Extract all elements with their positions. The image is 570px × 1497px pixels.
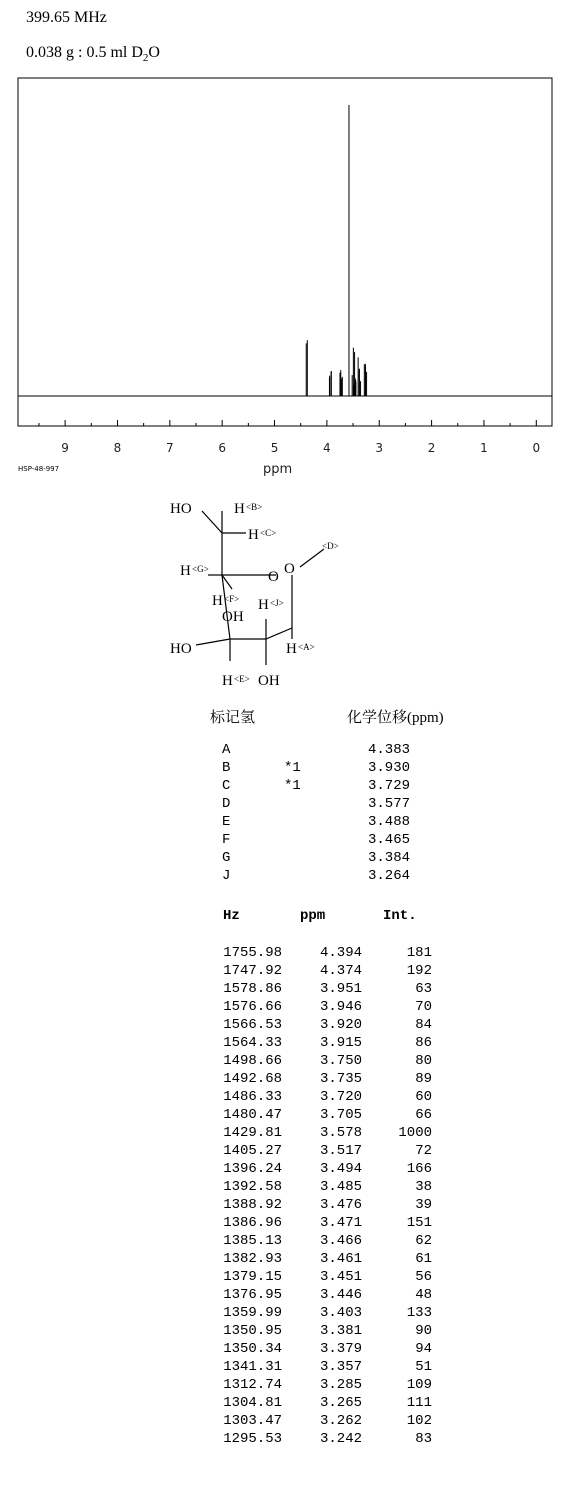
assignment-row	[222, 777, 452, 795]
peak-ppm: 3.735	[319, 1071, 362, 1087]
peak-intensity: 38	[415, 1179, 432, 1195]
x-tick-label: 2	[427, 441, 436, 455]
peak-row	[180, 1412, 440, 1430]
assignment-note: *1	[284, 760, 301, 776]
peak-hz: 1295.53	[223, 1431, 282, 1447]
atom-tag: <D>	[322, 541, 339, 551]
peak-ppm: 4.374	[319, 963, 362, 979]
peak-hz: 1304.81	[223, 1395, 282, 1411]
peak-ppm: 3.946	[319, 999, 362, 1015]
peak-intensity: 151	[406, 1215, 432, 1231]
peak-intensity: 48	[415, 1287, 432, 1303]
peak-intensity: 1000	[398, 1125, 432, 1141]
peak-col-ppm: ppm	[300, 908, 326, 924]
peak-ppm: 3.517	[319, 1143, 362, 1159]
peak-hz: 1566.53	[223, 1017, 282, 1033]
assignment-shift: 3.729	[368, 778, 411, 794]
sample-info-tail: O	[148, 44, 160, 61]
atom-tag: <F>	[224, 594, 240, 604]
assignment-row	[222, 741, 452, 759]
peak-ppm: 3.466	[319, 1233, 362, 1249]
atom-label: H	[248, 527, 259, 543]
peak-row	[180, 1430, 440, 1448]
atom-label: H	[180, 563, 191, 579]
peak-ppm: 3.578	[319, 1125, 362, 1141]
peak-ppm: 3.720	[319, 1089, 362, 1105]
assignment-label: A	[222, 742, 231, 758]
peak-row	[180, 1124, 440, 1142]
peak-intensity: 70	[415, 999, 432, 1015]
atom-label: OH	[258, 673, 280, 689]
peak-intensity: 90	[415, 1323, 432, 1339]
peak-ppm: 3.446	[319, 1287, 362, 1303]
peak-row	[180, 1016, 440, 1034]
peak-hz: 1396.24	[223, 1161, 282, 1177]
peak-row	[180, 1250, 440, 1268]
assignment-shift: 4.383	[368, 742, 411, 758]
peak-intensity: 181	[406, 945, 432, 961]
peak-intensity: 94	[415, 1341, 432, 1357]
atom-label: O	[268, 569, 279, 585]
peak-row	[180, 944, 440, 962]
x-axis-ticks	[39, 420, 540, 455]
atom-label: H	[286, 641, 297, 657]
peak-row	[180, 1034, 440, 1052]
peak-row	[180, 1358, 440, 1376]
peak-hz: 1578.86	[223, 981, 282, 997]
peak-ppm: 3.485	[319, 1179, 362, 1195]
assignment-label: C	[222, 778, 231, 794]
peak-intensity: 51	[415, 1359, 432, 1375]
peak-row	[180, 1142, 440, 1160]
assignment-label: F	[222, 832, 231, 848]
assignment-row	[222, 867, 452, 885]
assignment-shift: 3.465	[368, 832, 411, 848]
x-tick-label: 5	[270, 441, 279, 455]
peak-row	[180, 1322, 440, 1340]
peak-ppm: 3.461	[319, 1251, 362, 1267]
assignment-label: G	[222, 850, 231, 866]
x-tick-label: 3	[375, 441, 384, 455]
peak-ppm: 3.265	[319, 1395, 362, 1411]
peak-row	[180, 1232, 440, 1250]
sample-info-subscript: 2	[142, 52, 149, 65]
peak-intensity: 62	[415, 1233, 432, 1249]
assignment-header-shift: 化学位移(ppm)	[347, 710, 444, 726]
peak-hz: 1382.93	[223, 1251, 282, 1267]
peak-row	[180, 1394, 440, 1412]
peak-intensity: 111	[406, 1395, 432, 1411]
peak-intensity: 61	[415, 1251, 432, 1267]
atom-tag: <B>	[246, 502, 263, 512]
peak-intensity: 72	[415, 1143, 432, 1159]
peak-hz: 1350.95	[223, 1323, 282, 1339]
peak-hz: 1379.15	[223, 1269, 282, 1285]
peak-hz: 1486.33	[223, 1089, 282, 1105]
molecular-structure	[150, 493, 370, 693]
peak-hz: 1747.92	[223, 963, 282, 979]
nmr-spectrum-chart	[0, 0, 570, 460]
peak-intensity: 83	[415, 1431, 432, 1447]
peak-intensity: 109	[406, 1377, 432, 1393]
assignment-row	[222, 849, 452, 867]
peak-intensity: 166	[406, 1161, 432, 1177]
peak-intensity: 192	[406, 963, 432, 979]
assignment-shift: 3.384	[368, 850, 411, 866]
atom-tag: <A>	[298, 642, 315, 652]
assignment-row	[222, 759, 452, 777]
peak-intensity: 63	[415, 981, 432, 997]
assignment-shift: 3.488	[368, 814, 411, 830]
peak-hz: 1429.81	[223, 1125, 282, 1141]
peak-hz: 1576.66	[223, 999, 282, 1015]
peak-intensity: 80	[415, 1053, 432, 1069]
atom-tag: <E>	[234, 674, 250, 684]
peak-intensity: 39	[415, 1197, 432, 1213]
peak-ppm: 3.242	[319, 1431, 362, 1447]
peak-ppm: 3.476	[319, 1197, 362, 1213]
atom-label: H	[212, 593, 223, 609]
peak-table	[180, 944, 440, 1448]
peak-ppm: 3.494	[319, 1161, 362, 1177]
peak-hz: 1492.68	[223, 1071, 282, 1087]
x-tick-label: 0	[532, 441, 541, 455]
atom-tag: <G>	[192, 564, 209, 574]
x-tick-label: 4	[323, 441, 331, 455]
peak-ppm: 3.471	[319, 1215, 362, 1231]
assignment-row	[222, 831, 452, 849]
peak-ppm: 3.379	[319, 1341, 362, 1357]
plot-frame	[18, 78, 552, 426]
peak-hz: 1498.66	[223, 1053, 282, 1069]
peak-row	[180, 1088, 440, 1106]
peak-ppm: 3.357	[319, 1359, 362, 1375]
peak-hz: 1392.58	[223, 1179, 282, 1195]
peak-row	[180, 1376, 440, 1394]
assignment-label: D	[222, 796, 231, 812]
peak-row	[180, 980, 440, 998]
peak-hz: 1385.13	[223, 1233, 282, 1249]
assignment-row	[222, 795, 452, 813]
peak-row	[180, 1052, 440, 1070]
peak-row	[180, 1196, 440, 1214]
peak-row	[180, 1340, 440, 1358]
peak-row	[180, 998, 440, 1016]
peak-col-int: Int.	[383, 908, 417, 924]
peak-hz: 1303.47	[223, 1413, 282, 1429]
sample-info-main: 0.038 g : 0.5 ml D	[26, 44, 143, 61]
spectrometer-frequency: 399.65 MHz	[26, 9, 107, 26]
x-tick-label: 6	[218, 441, 226, 455]
atom-label: H	[258, 597, 269, 613]
peak-ppm: 3.403	[319, 1305, 362, 1321]
x-tick-label: 1	[480, 441, 488, 455]
peak-ppm: 3.705	[319, 1107, 362, 1123]
assignment-shift: 3.577	[368, 796, 411, 812]
assignment-shift: 3.264	[368, 868, 411, 884]
peak-row	[180, 1106, 440, 1124]
peak-hz: 1350.34	[223, 1341, 282, 1357]
assignment-header-label: 标记氢	[210, 710, 256, 726]
peak-intensity: 102	[406, 1413, 432, 1429]
peak-intensity: 56	[415, 1269, 432, 1285]
peak-ppm: 4.394	[319, 945, 362, 961]
peak-hz: 1359.99	[223, 1305, 282, 1321]
peak-lines	[306, 105, 366, 396]
peak-intensity: 84	[415, 1017, 432, 1033]
atom-label: H	[222, 673, 233, 689]
peak-intensity: 133	[406, 1305, 432, 1321]
assignment-note: *1	[284, 778, 301, 794]
peak-row	[180, 1070, 440, 1088]
peak-row	[180, 1214, 440, 1232]
peak-row	[180, 962, 440, 980]
atom-label: O	[284, 561, 295, 577]
peak-hz: 1564.33	[223, 1035, 282, 1051]
peak-intensity: 89	[415, 1071, 432, 1087]
peak-ppm: 3.920	[319, 1017, 362, 1033]
atom-tag: <C>	[260, 528, 277, 538]
atom-tag: <J>	[270, 598, 284, 608]
structure-labels	[170, 501, 339, 689]
assignment-label: B	[222, 760, 231, 776]
x-tick-label: 8	[113, 441, 122, 455]
peak-ppm: 3.451	[319, 1269, 362, 1285]
peak-hz: 1341.31	[223, 1359, 282, 1375]
peak-row	[180, 1178, 440, 1196]
peak-row	[180, 1160, 440, 1178]
peak-intensity: 66	[415, 1107, 432, 1123]
peak-ppm: 3.262	[319, 1413, 362, 1429]
assignment-shift: 3.930	[368, 760, 411, 776]
x-tick-label: 7	[166, 441, 174, 455]
x-tick-label: 9	[61, 441, 69, 455]
x-axis-label: ppm	[263, 462, 293, 477]
peak-hz: 1388.92	[223, 1197, 282, 1213]
peak-hz: 1405.27	[223, 1143, 282, 1159]
peak-col-hz: Hz	[223, 908, 240, 924]
peak-table-header	[180, 908, 460, 926]
assignment-table	[222, 741, 452, 885]
peak-intensity: 60	[415, 1089, 432, 1105]
peak-row	[180, 1304, 440, 1322]
peak-ppm: 3.285	[319, 1377, 362, 1393]
atom-label: H	[234, 501, 245, 517]
peak-hz: 1480.47	[223, 1107, 282, 1123]
peak-ppm: 3.381	[319, 1323, 362, 1339]
atom-label: HO	[170, 501, 192, 517]
peak-hz: 1312.74	[223, 1377, 282, 1393]
peak-ppm: 3.951	[319, 981, 362, 997]
atom-label: OH	[222, 609, 244, 625]
spectrum-code: HSP-48-997	[18, 465, 60, 473]
peak-hz: 1386.96	[223, 1215, 282, 1231]
peak-ppm: 3.750	[319, 1053, 362, 1069]
assignment-label: J	[222, 868, 231, 884]
peak-row	[180, 1286, 440, 1304]
peak-row	[180, 1268, 440, 1286]
peak-hz: 1376.95	[223, 1287, 282, 1303]
assignment-label: E	[222, 814, 231, 830]
assignment-row	[222, 813, 452, 831]
peak-ppm: 3.915	[319, 1035, 362, 1051]
peak-intensity: 86	[415, 1035, 432, 1051]
peak-hz: 1755.98	[223, 945, 282, 961]
atom-label: HO	[170, 641, 192, 657]
